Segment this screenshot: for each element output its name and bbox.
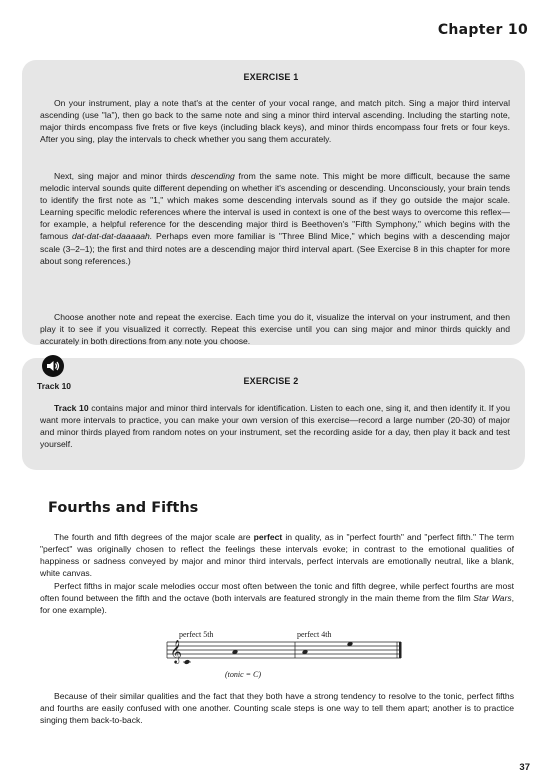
exercise-2-title: EXERCISE 2	[243, 376, 299, 386]
staff-label-perfect-4th: perfect 4th	[297, 630, 332, 639]
exercise-2-paragraph: Track 10 contains major and minor third intervals for identification. Listen to each one, sing it, and then identify it. If you want more intervals to practice, you can make your own version of this exercise—record a large number (20-30) of major and minor thirds played from random notes on your instrument, set the recording aside for a day, then play it back and test yourself.	[40, 403, 510, 450]
note-c	[184, 659, 191, 665]
section-title: Fourths and Fifths	[48, 500, 199, 516]
audio-track-icon[interactable]	[42, 355, 64, 377]
section-paragraph-2: Perfect fifths in major scale melodies occur most often between the tonic and fifth degree, while perfect fourths are most often found between the fifth and the octave (both intervals are featured strongly in the main theme from the film Star Wars, for one example).	[40, 581, 515, 616]
exercise-1-paragraph-1: On your instrument, play a note that's at the center of your vocal range, and match pitch. Sing a major third interval ascending (use "la"), then go back to the same note and sing a minor third interval ascending. Including the starting note, major thirds encompass five frets or five keys (including black keys), and minor thirds encompass four frets or four keys. After you sing, play the intervals to check whether you sang them accurately.	[40, 98, 510, 145]
staff-label-perfect-5th: perfect 5th	[179, 630, 214, 639]
speaker-icon	[46, 359, 60, 373]
track-label: Track 10	[37, 381, 72, 391]
chapter-heading: Chapter 10	[437, 22, 528, 38]
page-number: 37	[519, 762, 530, 773]
section-paragraph-3: Because of their similar qualities and the fact that they both have a strong tendency to resolve to the tonic, perfect fifths and fourths are easily confused with one another. Counting scale steps is one way to tell them apart; another is to practice singing them back-to-back.	[40, 691, 514, 726]
staff-caption: (tonic = C)	[225, 670, 262, 679]
treble-clef-icon: 𝄞	[170, 639, 182, 663]
exercise-1-paragraph-3: Choose another note and repeat the exercise. Each time you do it, visualize the interval on your instrument, and then play it to see if you visualized it correctly. Repeat this exercise until you can sing major and minor thirds quickly and accurately in both directions from any note you choose.	[40, 312, 510, 347]
exercise-1-title: EXERCISE 1	[243, 72, 299, 82]
exercise-1-paragraph-2: Next, sing major and minor thirds descending from the same note. This might be more difficult, because the same melodic interval sounds quite different depending on whether it's ascending or descending. Unconsciously, your brain tends to identify the first note as "1," which makes some descending intervals sound as if they go outside the major scale. Learning specific melodic references where the interval is used in context is one of the best ways to overcome this reflex—for example, a helpful reference for the descending major third is Beethoven's "Fifth Symphony," which begins with the famous dat-dat-dat-daaaaah. Perhaps even more familiar is "Three Blind Mice," which begins with a descending major scale (3–2–1); the first and third notes are a descending major third interval apart. (See Exercise 8 in this chapter for more about song references.)	[40, 171, 511, 266]
music-staff-figure	[165, 630, 405, 682]
section-paragraph-1: The fourth and fifth degrees of the major scale are perfect in quality, as in "perfect fourth" and "perfect fifth." The term "perfect" was originally chosen to reflect the feelings these intervals evoke; in contrast to the emotional qualities of happiness or sadness conveyed by major and minor third intervals, perfect intervals are emotionally neutral, like a blank, white canvas.	[40, 532, 514, 579]
